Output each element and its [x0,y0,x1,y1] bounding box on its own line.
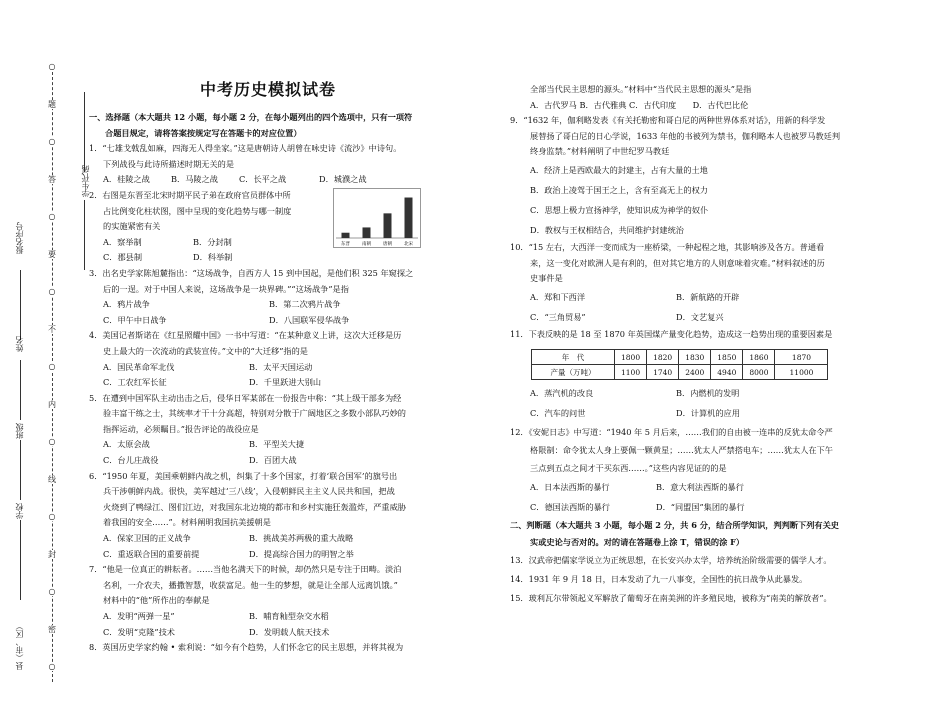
options-row [89,313,413,329]
option[interactable]: C．台儿庄战役 [103,455,159,466]
tick-label: 东晋 [341,242,350,247]
option[interactable]: B．平型关大捷 [249,439,305,450]
question-text: 10．“15 左右，大西洋一变而成为一座桥梁，一种起程之地，其影响涉及各方。普通看 [510,241,825,252]
table-cell: 年 代 [532,350,615,365]
bar-chart [333,188,421,248]
question-text: 1．“七雄戈戟乱如麻，四海无人得坐家。”这是唐朝诗人胡曾在咏史诗《流沙》中诗句。 [89,143,402,154]
options-row [89,172,413,188]
table-cell: 1740 [647,365,679,380]
question-text: 三点到五点之间才干买东西……。”这些内容见证的的是 [530,463,727,473]
question-text: 7．“他是一位真正的耕耘者。……当他名满天下的时候，却仍然只是专注于田畴。淡泊 [89,564,402,575]
options-row [510,383,839,403]
option[interactable]: D．百团大战 [249,455,297,466]
options-row [89,360,413,376]
option[interactable]: D．文艺复兴 [676,311,724,322]
question-text: 5．在遭到中国军队主动出击之后，侵华日军某部在一份报告中称：“其上级干部多为经 [89,392,402,403]
option[interactable]: C．思想上极力宣扬神学，使知识成为神学的奴仆 [530,204,709,215]
seal-word: 内 [48,399,56,409]
coal-output-table [531,349,828,380]
question-text: 材料中的“他”所作出的奉献是 [103,595,210,606]
question-text: 来，这一变化对欧洲人是有利的，但对其它地方的人则意味着灾难。”材料叙述的历 [530,257,825,268]
table-cell: 2400 [679,365,711,380]
table-row [532,365,828,380]
section-heading: 实或史论与否对的。对的请在答题卷上涂 T，错误的涂 F） [530,537,745,547]
section-heading: 合题目规定，请将答案按规定写在答题卡的对应位置） [105,127,302,138]
seal-circle: ○ [46,62,58,71]
table-cell: 1860 [743,350,775,365]
label-registration-number: 报名序号 [15,222,24,254]
option[interactable]: B．新航路的开辟 [676,291,740,302]
binding-margin [0,0,100,707]
options-row [89,375,413,391]
question-text: 着我国的安全……”。材料阐明我国抗美援朝是 [103,517,271,528]
question-text: 的实施紧密有关 [103,221,161,232]
seal-word: 密 [48,624,56,634]
seal-circle: ○ [46,287,58,296]
label-name: 姓名 [15,336,24,352]
right-column [510,82,840,342]
label-student-code: 学生代码 [81,165,90,197]
options-row [89,531,413,547]
seal-circle: ○ [46,137,58,146]
option[interactable]: B．分封制 [193,236,232,247]
option[interactable]: B．哺育籼型杂交水稻 [249,611,329,621]
option[interactable]: A．察举制 [103,236,142,247]
table-cell: 1820 [647,350,679,365]
question-text: 2．右图是东晋至北宋时期平民子弟在政府官员群体中所 [89,189,291,200]
option[interactable]: C．汽车的问世 [530,408,586,418]
option[interactable]: D．八国联军侵华战争 [269,314,350,325]
option[interactable]: B．太平天国运动 [249,361,313,372]
option[interactable]: D．发明载人航天技术 [249,626,330,637]
question-text: 史事件是 [530,273,563,284]
option[interactable]: A．日本法西斯的暴行 [530,482,610,492]
seal-circle: ○ [46,212,58,221]
seal-word: 要 [48,249,56,259]
option[interactable]: A．蒸汽机的改良 [530,388,594,398]
option[interactable]: A．鸦片战争 [103,299,150,310]
option[interactable]: D．教权与王权相结合，共同维护封建统治 [530,224,684,235]
table-row [532,350,828,365]
section-heading: 二、判断题（本大题共 3 小题，每小题 2 分，共 6 分，结合所学知识，判判断下列有关史 [510,520,839,530]
question-text: 12．《安妮日志》中写道：“1940 年 5 月后来，……我们的自由被一连串的反犹太命令严 [510,427,833,437]
option[interactable]: B．政治上凌驾于国王之上，含有至高无上的权力 [530,184,708,195]
tick-label: 南朝 [362,242,371,247]
options-row[interactable]: A．古代罗马 B．古代雅典 C．古代印度 D．古代巴比伦 [530,99,749,110]
label-class: 班级 [15,423,24,439]
page-title: 中考历史模拟试卷 [200,80,337,99]
options-row [510,403,839,423]
option[interactable]: A．保家卫国的正义战争 [103,533,191,544]
table-cell: 1870 [775,350,828,365]
option[interactable]: C．郡县制 [103,252,143,263]
table-cell: 1830 [679,350,711,365]
options-row [89,437,413,453]
seal-circle: ○ [46,587,58,596]
question-text: 兵干涉朝鲜内战。很快，美军越过‘三八线’，入侵朝鲜民主主义人民共和国，把战 [103,486,395,497]
option[interactable]: A．太原会战 [103,439,150,450]
right-column-lower [510,383,839,608]
question-text: 3．出名史学家陈旭麓指出：“这场战争，自西方人 15 到中国起，是他们积 325 年窥探之 [89,267,414,278]
option[interactable]: C．工农红军长征 [103,377,167,388]
underline [84,200,85,270]
option[interactable]: B．内燃机的发明 [676,388,740,398]
option[interactable]: C．发明“克隆”技术 [103,626,175,637]
table-cell: 产量（万吨） [532,365,615,380]
question-text: 14．1931 年 9 月 18 日，日本发动了九一八事变，全国性的抗日战争从此暴发。 [510,574,808,584]
question-text: 名利，一介农夫，播撒智慧，收获富足。他一生的梦想，就是让全部人远离饥饿。” [103,579,398,590]
question-text: 指挥运动，必须瞩目。”报告评论的战役应是 [103,423,259,434]
options-row [89,250,413,266]
options-row [89,297,413,313]
option[interactable]: B．挑战美苏两极的重大战略 [249,533,354,544]
option[interactable]: A．桂陵之战 [103,174,150,185]
question-text: 全部当代民主思想的源头。”材料中“当代民主思想的源头”是指 [530,84,752,94]
tick-label: 北宋 [404,242,413,247]
underline [20,440,21,500]
option[interactable]: B．意大利法西斯的暴行 [656,482,744,492]
underline [20,360,21,420]
option[interactable]: C．“三角贸易” [530,311,586,322]
table-cell: 1100 [615,365,647,380]
tick-label: 唐朝 [383,242,392,247]
seal-circle: ○ [46,512,58,521]
table-cell: 1800 [615,350,647,365]
label-school: 学校 [15,503,24,519]
bar [363,227,371,238]
seal-word: 封 [48,549,56,559]
table-cell: 11000 [775,365,828,380]
section-heading: 一、选择题（本大题共 12 小题，每小题 2 分，在每小题列出的四个选项中，只有一项符 [89,112,413,122]
option[interactable]: D．计算机的应用 [676,408,740,418]
option[interactable]: D．提高综合国力的明智之举 [249,548,354,559]
seal-circle: ○ [46,362,58,371]
question-text: 展替扬了哥白尼的日心学说，1633 年他的书被列为禁书，伽利略本人也被罗马教廷判 [530,130,841,141]
bar [384,213,392,238]
question-text: 火烧到了鸭绿江、图们江边，对我国东北边境的都市和乡村实施狂轰滥炸，严重威胁 [103,501,406,512]
option[interactable]: C．德国法西斯的暴行 [530,502,610,512]
options-row [510,477,839,497]
option[interactable]: C．重返联合国的重要前提 [103,548,200,559]
seal-word: 答 [48,174,56,184]
table-cell: 8000 [743,365,775,380]
table-cell: 4940 [711,365,743,380]
option[interactable]: D．千里跃进大别山 [249,377,322,388]
question-text: 终身监禁。”材料阐明了中世纪罗马教廷 [530,146,670,157]
question-text: 15．玻利瓦尔带领起义军解放了葡萄牙在南美洲的许多殖民地，被称为“南美的解放者”。 [510,593,832,603]
question-text: 格限制：命令犹太人身上要佩一颗黄星；……犹太人严禁搭电车；……犹太人在下午 [530,445,833,455]
question-text: 4．美国记者斯诺在《红星照耀中国》一书中写道：“在某种意义上讲，这次大迁移是历 [89,330,402,341]
question-text: 后的一逞。对于中国人来说，这场战争是一块界碑。”“这场战争”是指 [103,283,349,294]
underline [84,92,85,172]
options-row [89,547,413,563]
question-text: 11．下表反映的是 18 至 1870 年英国煤产量变化趋势，造成这一趋势出现的重要因素是 [510,328,833,339]
table-cell: 1850 [711,350,743,365]
option[interactable]: A．郑和下西洋 [530,291,586,302]
bar [342,233,350,238]
options-row [510,287,840,307]
option[interactable]: D．科举制 [193,252,233,263]
seal-circle: ○ [46,662,58,671]
option[interactable]: B．马陵之战 [171,174,218,185]
options-row [89,609,413,625]
question-text: 9．“1632 年，伽利略发表《有关托勒密和哥白尼的两种世界体系对话》，用新的科学发 [510,115,826,126]
question-text: 下列战役与此诗所描述时期无关的是 [103,158,235,169]
underline [20,270,21,340]
option[interactable]: A．经济上是西欧最大的封建主，占有大量的土地 [530,164,708,175]
question-text: 占比例变化柱状图，图中呈现的变化趋势与哪一制度 [103,205,292,216]
seal-circle: ○ [46,437,58,446]
options-row [510,307,840,327]
seal-word: 不 [48,324,56,334]
question-text: 史上最大的一次流动的武装宣传。”文中的“大迁移”指的是 [103,345,308,356]
question-text: 13．汉武帝把儒家学说立为正统思想，在长安兴办太学，培养统治阶级需要的儒学人才。 [510,555,832,565]
option[interactable]: A．发明“两弹一星” [103,611,175,621]
option[interactable]: C．长平之战 [239,174,287,185]
options-row [89,453,413,469]
seal-word: 线 [48,474,56,484]
options-row [89,625,413,641]
option[interactable]: D．“同盟国”集团的暴行 [656,502,745,512]
question-text: 验丰富干练之士，其统率才干十分高超，特别对分散于广阔地区之多数小部队巧妙的 [103,408,406,419]
question-text: 8．英国历史学家约翰 • 索利说：“如今有个趋势，人们怀念它的民主思想，并将其视为 [89,642,404,653]
option[interactable]: A．国民革命军北伐 [103,361,175,372]
option[interactable]: C．甲午中日战争 [103,314,167,325]
label-county: 县（市、区） [15,622,24,670]
underline [20,520,21,600]
option[interactable]: B．第二次鸦片战争 [269,299,341,310]
seal-word: 题 [48,99,56,109]
option[interactable]: D．城濮之战 [319,174,367,185]
question-text: 6．“1950 年夏，美国乘朝鲜内战之机，纠集了十多个国家，打着‘联合国军’的旗号出 [89,470,398,481]
options-row [510,497,839,517]
bar [405,198,413,238]
